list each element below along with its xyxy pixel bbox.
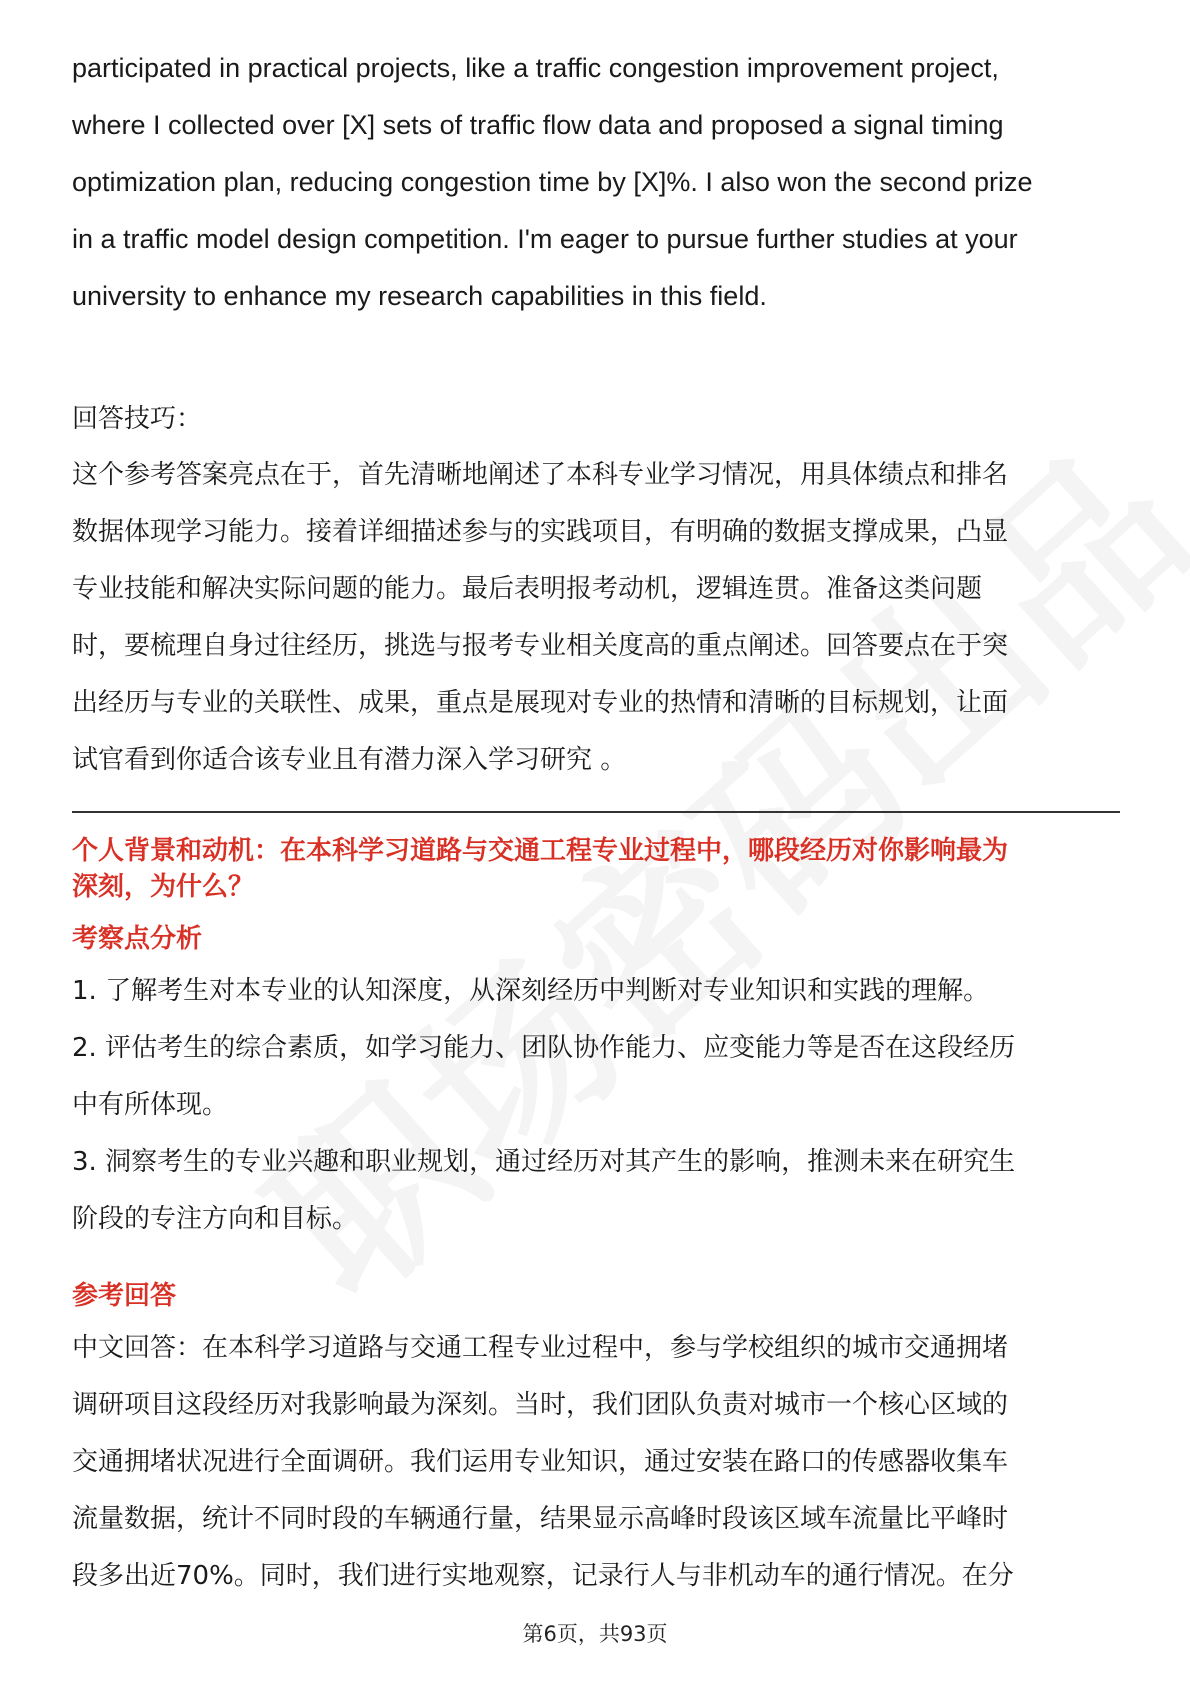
document-page [72, 40, 1120, 1605]
section-divider [72, 811, 1120, 813]
english-line: in a traffic model design competition. I'm eager to pursue further studies at your [72, 224, 1018, 254]
analysis-item-line: 阶段的专注方向和目标。 [72, 1204, 359, 1234]
tips-line: 这个参考答案亮点在于，首先清晰地阐述了本科专业学习情况，用具体绩点和排名 [72, 460, 1009, 490]
reference-heading: 参考回答 [72, 1281, 177, 1311]
english-line: where I collected over [X] sets of traffic flow data and proposed a signal timing [72, 110, 1004, 140]
question-line: 个人背景和动机：在本科学习道路与交通工程专业过程中，哪段经历对你影响最为 [72, 836, 1009, 866]
analysis-item-line: 中有所体现。 [72, 1090, 229, 1120]
tips-line: 时，要梳理自身过往经历，挑选与报考专业相关度高的重点阐述。回答要点在于突 [72, 631, 1009, 661]
question-line: 深刻，为什么？ [72, 872, 255, 902]
answer-line: 段多出近70%。同时，我们进行实地观察，记录行人与非机动车的通行情况。在分 [72, 1561, 1014, 1591]
tips-paragraph [72, 447, 1120, 789]
analysis-item-line: 2. 评估考生的综合素质，如学习能力、团队协作能力、应变能力等是否在这段经历 [72, 1033, 1016, 1063]
analysis-item-line: 1. 了解考生对本专业的认知深度，从深刻经历中判断对专业知识和实践的理解。 [72, 976, 990, 1006]
english-paragraph [72, 40, 1120, 325]
analysis-item [72, 1020, 1120, 1134]
english-line: university to enhance my research capabilities in this field. [72, 281, 767, 311]
tips-line: 专业技能和解决实际问题的能力。最后表明报考动机，逻辑连贯。准备这类问题 [72, 574, 983, 604]
english-line: participated in practical projects, like a traffic congestion improvement project, [72, 53, 999, 83]
analysis-list [72, 963, 1120, 1248]
question-title [72, 833, 1120, 905]
tips-line: 数据体现学习能力。接着详细描述参与的实践项目，有明确的数据支撑成果，凸显 [72, 517, 1009, 547]
analysis-item [72, 963, 1120, 1020]
answer-line: 中文回答：在本科学习道路与交通工程专业过程中，参与学校组织的城市交通拥堵 [72, 1333, 1009, 1363]
answer-line: 交通拥堵状况进行全面调研。我们运用专业知识，通过安装在路口的传感器收集车 [72, 1447, 1009, 1477]
page-footer: 第6页，共93页 [522, 1622, 668, 1646]
analysis-item-line: 3. 洞察考生的专业兴趣和职业规划，通过经历对其产生的影响，推测未来在研究生 [72, 1147, 1016, 1177]
analysis-heading: 考察点分析 [72, 924, 203, 954]
tips-line: 试官看到你适合该专业且有潜力深入学习研究 。 [72, 745, 627, 775]
english-line: optimization plan, reducing congestion time by [X]%. I also won the second prize [72, 167, 1033, 197]
answer-line: 调研项目这段经历对我影响最为深刻。当时，我们团队负责对城市一个核心区域的 [72, 1390, 1009, 1420]
answer-line: 流量数据，统计不同时段的车辆通行量，结果显示高峰时段该区域车流量比平峰时 [72, 1504, 1009, 1534]
tips-label: 回答技巧： [72, 404, 203, 434]
reference-answer [72, 1320, 1120, 1605]
tips-line: 出经历与专业的关联性、成果，重点是展现对专业的热情和清晰的目标规划，让面 [72, 688, 1009, 718]
analysis-item [72, 1134, 1120, 1248]
